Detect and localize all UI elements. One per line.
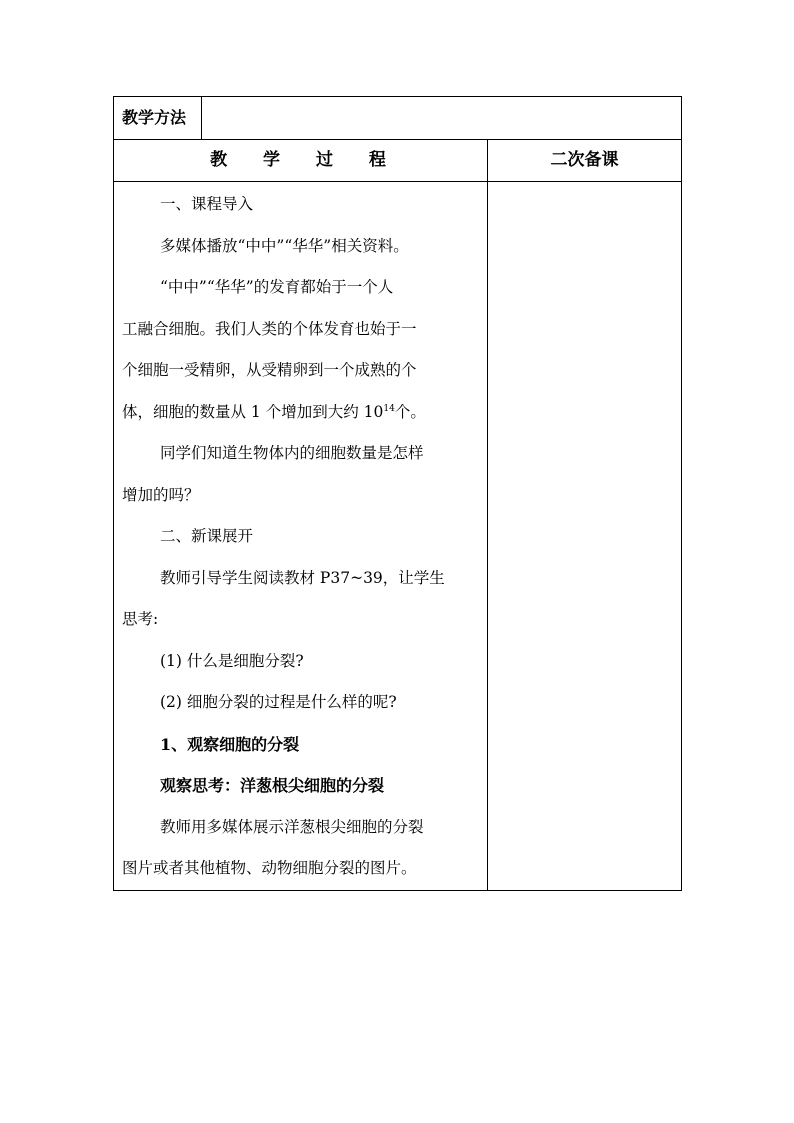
section-intro-title: 一、课程导入 [160,195,254,213]
second-preparation-header: 二次备课 [488,140,682,182]
cell-count-suffix: 个。 [394,402,426,421]
paragraph-display-line1: 教师用多媒体展示洋葱根尖细胞的分裂 [160,817,424,836]
paragraph-media: 多媒体播放“中中”“华华”相关资料。 [160,236,409,255]
paragraph-question-line2: 增加的吗？ [122,485,200,504]
lesson-plan-table [113,96,682,891]
content-row [114,182,682,891]
paragraph-reading-line1: 教师引导学生阅读教材 P37~39，让学生 [160,568,445,587]
subheading-observe-division: 1、观察细胞的分裂 [160,734,300,754]
paragraph-reading-line2: 思考: [122,610,159,628]
teaching-method-row [114,97,682,140]
paragraph-question-line1: 同学们知道生物体内的细胞数量是怎样 [160,444,424,462]
subheading-onion-root-tip: 观察思考：洋葱根尖细胞的分裂 [160,776,385,795]
question-1: (1) 什么是细胞分裂? [160,651,304,670]
second-preparation-content [488,182,682,891]
teaching-method-value [202,97,682,140]
section-new-lesson-title: 二、新课展开 [160,527,254,545]
teaching-process-content [114,182,488,891]
header-row [114,140,682,182]
paragraph-development-line3: 个细胞一受精卵，从受精卵到一个成熟的个 [122,361,417,379]
teaching-method-label: 教学方法 [114,97,202,140]
exponent: 14 [383,403,395,414]
paragraph-development-line4 [122,392,481,434]
question-2: (2) 细胞分裂的过程是什么样的呢? [160,693,397,711]
teaching-process-header: 教 学 过 程 [114,140,488,182]
cell-count-text: 体，细胞的数量从 1 个增加到大约 10 [122,402,384,421]
paragraph-display-line2: 图片或者其他植物、动物细胞分裂的图片。 [122,859,417,877]
paragraph-development-line1: “中中”“华华”的发育都始于一个人 [160,278,394,296]
paragraph-development-line2: 工融合细胞。我们人类的个体发育也始于一 [122,319,417,338]
